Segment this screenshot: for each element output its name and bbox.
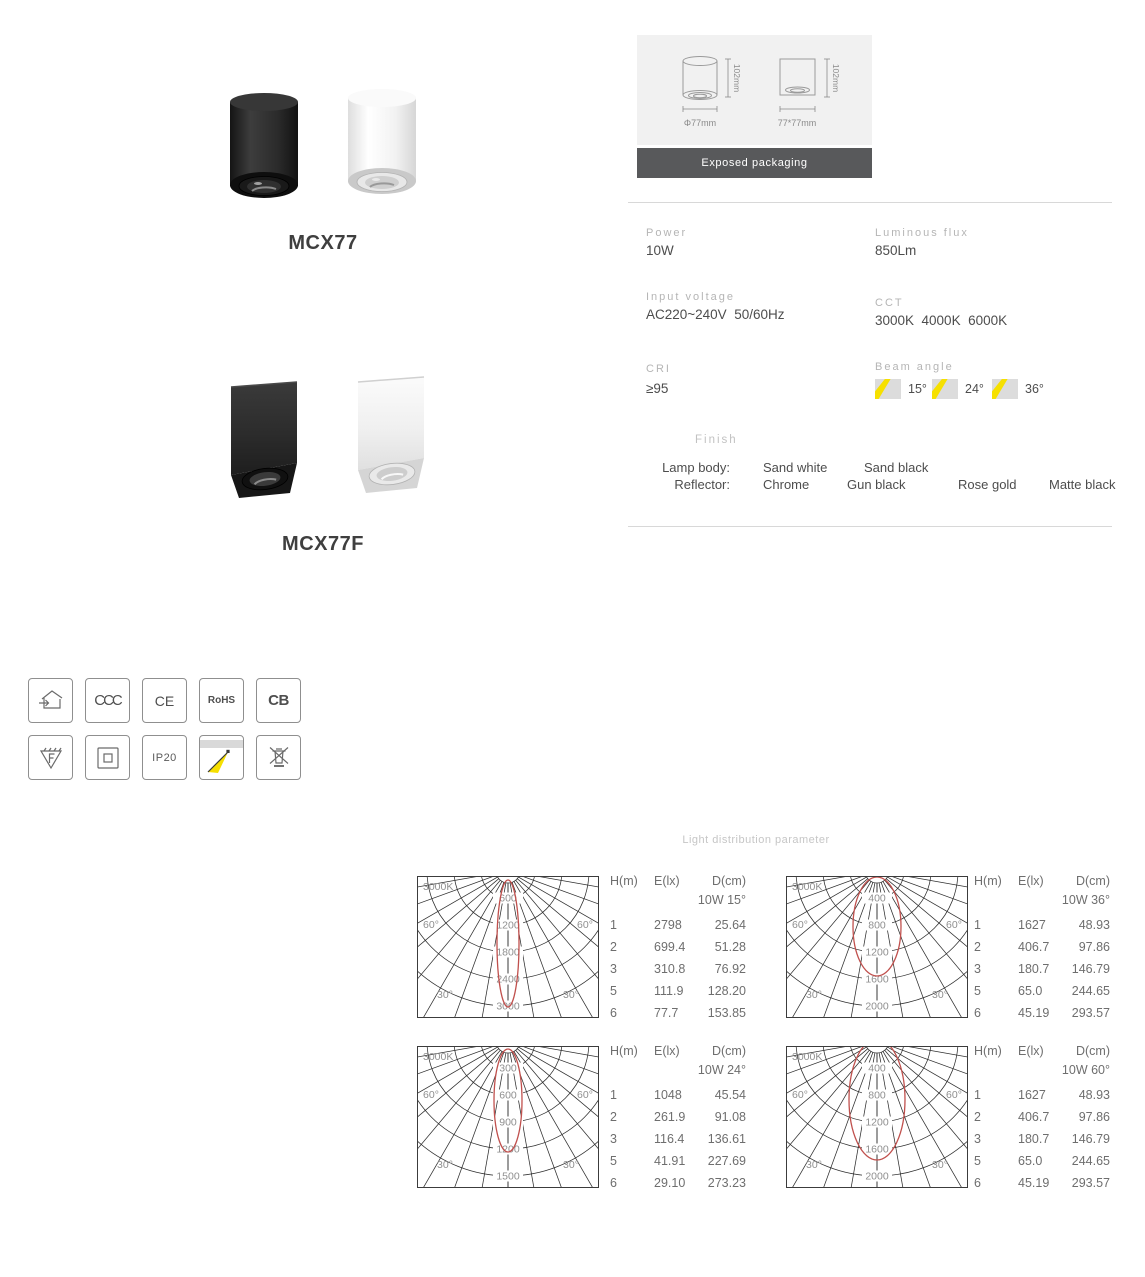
svg-text:30°: 30° [806, 1159, 822, 1171]
cell-diameter: 76.92 [714, 962, 746, 976]
flux-label: Luminous flux [875, 227, 969, 239]
svg-text:2400: 2400 [496, 973, 520, 986]
cb-mark-label: CB [268, 692, 289, 709]
cell-diameter: 227.69 [707, 1154, 746, 1168]
cell-height: 2 [610, 940, 617, 954]
svg-text:900: 900 [499, 1116, 517, 1129]
beam-condition-label: 10W 36° [1061, 893, 1110, 907]
polar-diagram [787, 877, 967, 1017]
packaging-line-art [637, 35, 872, 145]
flux-value: 850Lm [875, 243, 917, 258]
svg-text:30°: 30° [437, 989, 453, 1001]
col-header-e: E(lx) [654, 874, 680, 888]
beam-angle-36-icon [992, 379, 1018, 399]
cell-height: 1 [974, 1088, 981, 1102]
cell-diameter: 293.57 [1071, 1006, 1110, 1020]
cert-adjustable-beam-icon [199, 735, 244, 780]
svg-text:30°: 30° [806, 989, 822, 1001]
voltage-label: Input voltage [646, 291, 735, 303]
svg-text:1200: 1200 [865, 1116, 889, 1129]
cell-diameter: 45.54 [714, 1088, 746, 1102]
cell-height: 6 [974, 1006, 981, 1020]
svg-text:60°: 60° [946, 919, 962, 931]
cell-illuminance: 180.7 [1018, 962, 1050, 976]
col-header-e: E(lx) [1018, 874, 1044, 888]
svg-text:3000K: 3000K [792, 1051, 823, 1063]
col-header-d: D(cm) [1075, 1044, 1110, 1058]
col-header-h: H(m) [974, 874, 1002, 888]
cell-diameter: 293.57 [1071, 1176, 1110, 1190]
finish-value: Sand white [763, 460, 828, 475]
photometric-table [610, 1042, 750, 1192]
ip-rating-label: IP20 [152, 751, 177, 764]
beam-angle-label: Beam angle [875, 361, 954, 373]
cell-diameter: 153.85 [707, 1006, 746, 1020]
photometric-table [610, 872, 750, 1022]
cell-diameter: 97.86 [1078, 940, 1110, 954]
cell-illuminance: 45.19 [1018, 1176, 1050, 1190]
cell-height: 6 [974, 1176, 981, 1190]
svg-text:1600: 1600 [865, 1143, 889, 1156]
cri-label: CRI [646, 363, 671, 375]
cell-illuminance: 180.7 [1018, 1132, 1050, 1146]
cell-diameter: 273.23 [707, 1176, 746, 1190]
cell-diameter: 97.86 [1078, 1110, 1110, 1124]
svg-text:60°: 60° [577, 1089, 593, 1101]
cell-height: 3 [610, 962, 617, 976]
finish-value: Sand black [864, 460, 929, 475]
col-header-h: H(m) [610, 874, 638, 888]
col-header-e: E(lx) [654, 1044, 680, 1058]
cell-illuminance: 65.0 [1018, 984, 1043, 998]
cct-value: 3000K 4000K 6000K [875, 313, 1008, 328]
col-header-e: E(lx) [1018, 1044, 1044, 1058]
svg-text:2000: 2000 [865, 1170, 889, 1183]
round-height-dim: 102mm [732, 63, 742, 93]
svg-text:2000: 2000 [865, 1000, 889, 1013]
cell-illuminance: 116.4 [654, 1132, 685, 1146]
col-header-h: H(m) [974, 1044, 1002, 1058]
product-image-MCX77F-black [227, 377, 301, 499]
svg-text:30°: 30° [932, 989, 948, 1001]
svg-text:30°: 30° [563, 989, 579, 1001]
cell-illuminance: 406.7 [1018, 940, 1050, 954]
photometric-table [974, 1042, 1114, 1192]
beam-angle-24-value: 24° [965, 382, 984, 396]
cell-diameter: 48.93 [1078, 1088, 1110, 1102]
cell-height: 5 [974, 1154, 981, 1168]
cell-height: 5 [974, 984, 981, 998]
finish-value: Chrome [763, 477, 810, 492]
cell-diameter: 48.93 [1078, 918, 1110, 932]
certification-grid [28, 678, 301, 780]
cell-illuminance: 261.9 [654, 1110, 686, 1124]
product-image-MCX77F-white [354, 372, 428, 494]
svg-text:3000K: 3000K [792, 881, 823, 893]
cell-illuminance: 77.7 [654, 1006, 679, 1020]
ce-mark-label: CE [154, 692, 175, 709]
polar-diagram [418, 877, 598, 1017]
power-value: 10W [646, 243, 674, 258]
svg-text:400: 400 [868, 892, 886, 905]
svg-text:3000K: 3000K [423, 881, 454, 893]
light-distribution-chart [786, 1046, 968, 1188]
spec-panel [628, 202, 1116, 527]
svg-text:1200: 1200 [496, 919, 520, 932]
finish-lamp-body-label: Lamp body: [662, 460, 730, 475]
svg-text:30°: 30° [563, 1159, 579, 1171]
cell-illuminance: 1048 [654, 1088, 682, 1102]
cell-illuminance: 45.19 [1018, 1006, 1050, 1020]
polar-diagram [787, 1047, 967, 1187]
col-header-d: D(cm) [711, 1044, 746, 1058]
cct-label: CCT [875, 297, 904, 309]
finish-value: Gun black [847, 477, 906, 492]
cell-illuminance: 65.0 [1018, 1154, 1043, 1168]
cert-weee-icon [256, 735, 301, 780]
svg-text:600: 600 [499, 1089, 517, 1102]
cell-height: 3 [974, 1132, 981, 1146]
beam-angle-15-icon [875, 379, 901, 399]
cell-illuminance: 310.8 [654, 962, 686, 976]
product-model-mcx77f: MCX77F [282, 533, 364, 555]
svg-text:1800: 1800 [496, 946, 520, 959]
cell-diameter: 128.20 [707, 984, 746, 998]
svg-text:60°: 60° [577, 919, 593, 931]
svg-text:30°: 30° [437, 1159, 453, 1171]
cert-indoor-use-icon [28, 678, 73, 723]
cert-ce-mark [142, 678, 187, 723]
cert-rohs-mark [199, 678, 244, 723]
cell-diameter: 91.08 [714, 1110, 746, 1124]
cell-height: 5 [610, 984, 617, 998]
cell-height: 5 [610, 1154, 617, 1168]
beam-condition-label: 10W 24° [697, 1063, 746, 1077]
photometry-title: Light distribution parameter [682, 834, 830, 846]
svg-text:30°: 30° [932, 1159, 948, 1171]
svg-text:3000: 3000 [496, 1000, 520, 1013]
cert-ip-rating [142, 735, 187, 780]
svg-text:400: 400 [868, 1062, 886, 1075]
svg-text:800: 800 [868, 1089, 886, 1102]
cell-illuminance: 29.10 [654, 1176, 686, 1190]
cell-height: 6 [610, 1006, 617, 1020]
cell-diameter: 25.64 [714, 918, 746, 932]
col-header-d: D(cm) [1075, 874, 1110, 888]
cert-cb-mark [256, 678, 301, 723]
svg-text:300: 300 [499, 1062, 517, 1075]
cell-height: 2 [974, 940, 981, 954]
finish-label: Finish [695, 434, 738, 446]
cell-diameter: 244.65 [1071, 984, 1110, 998]
product-model-mcx77: MCX77 [288, 232, 358, 254]
cell-diameter: 136.61 [707, 1132, 746, 1146]
cell-height: 2 [610, 1110, 617, 1124]
cell-height: 6 [610, 1176, 617, 1190]
finish-reflector-label: Reflector: [674, 477, 730, 492]
cell-height: 1 [974, 918, 981, 932]
packaging-caption: Exposed packaging [701, 157, 808, 169]
svg-text:1200: 1200 [865, 946, 889, 959]
packaging-caption-bar [637, 148, 872, 178]
cert-ccc-mark [85, 678, 130, 723]
svg-text:1600: 1600 [865, 973, 889, 986]
svg-text:60°: 60° [423, 919, 439, 931]
svg-text:60°: 60° [792, 1089, 808, 1101]
svg-text:60°: 60° [946, 1089, 962, 1101]
svg-text:60°: 60° [792, 919, 808, 931]
svg-text:1500: 1500 [496, 1170, 520, 1183]
square-size-dim: 77*77mm [777, 118, 817, 128]
col-header-h: H(m) [610, 1044, 638, 1058]
svg-text:3000K: 3000K [423, 1051, 454, 1063]
light-distribution-chart [786, 876, 968, 1018]
cell-illuminance: 699.4 [654, 940, 686, 954]
cell-illuminance: 111.9 [654, 984, 684, 998]
svg-text:60°: 60° [423, 1089, 439, 1101]
cell-illuminance: 406.7 [1018, 1110, 1050, 1124]
cell-height: 1 [610, 1088, 617, 1102]
photometric-table [974, 872, 1114, 1022]
svg-text:800: 800 [868, 919, 886, 932]
col-header-d: D(cm) [711, 874, 746, 888]
cell-diameter: 146.79 [1071, 1132, 1110, 1146]
cell-height: 3 [610, 1132, 617, 1146]
svg-text:1200: 1200 [496, 1143, 520, 1156]
beam-condition-label: 10W 60° [1061, 1063, 1110, 1077]
finish-value: Rose gold [958, 477, 1017, 492]
cell-diameter: 244.65 [1071, 1154, 1110, 1168]
cell-diameter: 51.28 [714, 940, 746, 954]
cell-diameter: 146.79 [1071, 962, 1110, 976]
cell-illuminance: 1627 [1018, 918, 1046, 932]
cri-value: ≥95 [646, 381, 669, 396]
cell-height: 3 [974, 962, 981, 976]
light-distribution-chart [417, 876, 599, 1018]
square-height-dim: 102mm [831, 63, 841, 93]
beam-angle-24-icon [932, 379, 958, 399]
beam-angle-36-value: 36° [1025, 382, 1044, 396]
voltage-value: AC220~240V 50/60Hz [646, 307, 785, 322]
beam-condition-label: 10W 15° [697, 893, 746, 907]
ccc-mark-label: CCC [94, 692, 121, 709]
finish-value: Matte black [1049, 477, 1116, 492]
cell-illuminance: 41.91 [654, 1154, 686, 1168]
product-image-MCX77-white [346, 88, 418, 200]
cert-f-mark [28, 735, 73, 780]
svg-text:600: 600 [499, 892, 517, 905]
beam-angle-15-value: 15° [908, 382, 927, 396]
round-diameter-dim: Φ77mm [683, 118, 717, 128]
light-distribution-chart [417, 1046, 599, 1188]
polar-diagram [418, 1047, 598, 1187]
cell-height: 2 [974, 1110, 981, 1124]
rohs-mark-label: RoHS [207, 695, 236, 706]
cell-illuminance: 1627 [1018, 1088, 1046, 1102]
cell-illuminance: 2798 [654, 918, 682, 932]
product-image-MCX77-black [228, 92, 300, 204]
packaging-drawing [637, 35, 872, 145]
cert-double-insulation-icon [85, 735, 130, 780]
cell-height: 1 [610, 918, 617, 932]
power-label: Power [646, 227, 688, 239]
